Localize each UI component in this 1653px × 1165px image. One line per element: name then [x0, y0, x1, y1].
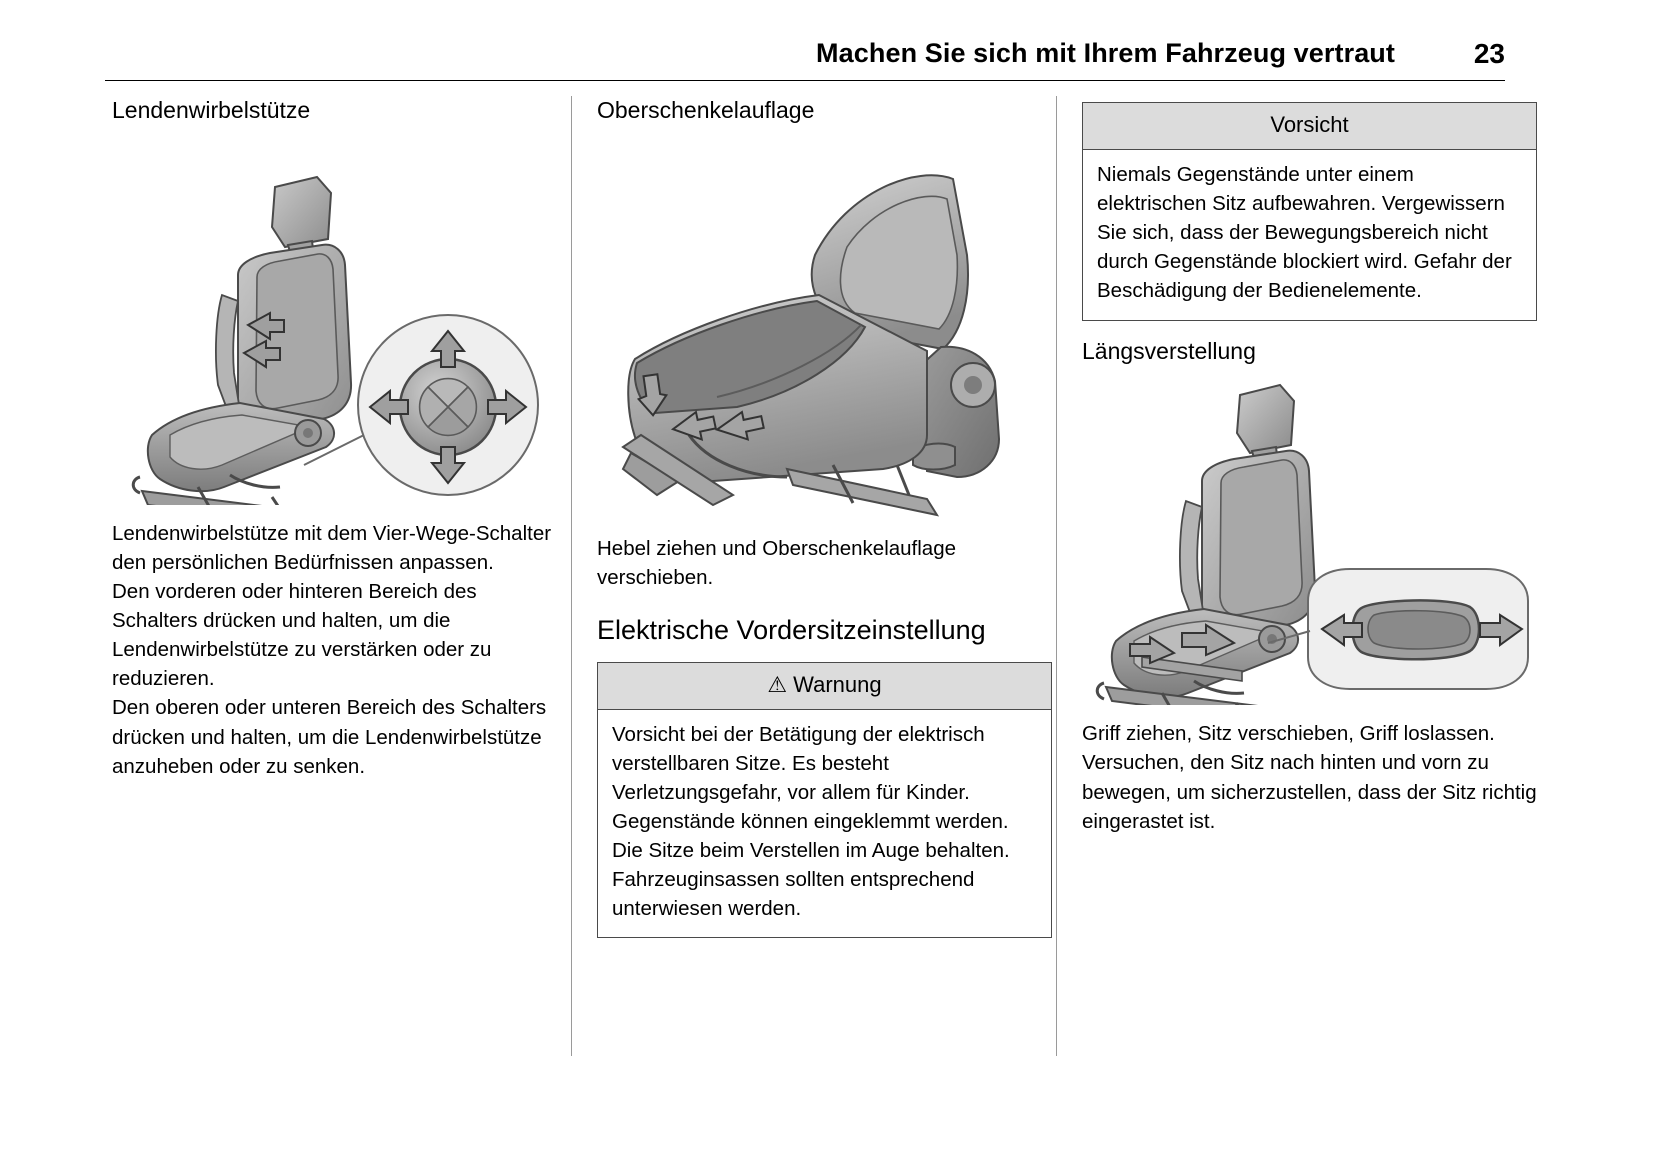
column-divider-2	[1056, 96, 1057, 1056]
warning-box-header	[598, 663, 1051, 710]
lumbar-paragraph-1: Lendenwirbelstütze mit dem Vier-Wege-Schalter den persönlichen Bedürfnissen anpassen.	[112, 521, 552, 574]
caution-box-header	[1083, 103, 1536, 150]
lumbar-paragraph-3: Den oberen oder unteren Bereich des Schalters drücken und halten, um die Lendenwirbelstütze anzuheben oder zu senken.	[112, 696, 547, 778]
thigh-support-paragraph: Hebel ziehen und Oberschenkelauflage verschieben.	[597, 536, 957, 589]
longitudinal-paragraph-1: Griff ziehen, Sitz verschieben, Griff loslassen.	[1082, 722, 1495, 746]
warning-box-title: Warnung	[793, 671, 882, 697]
figure-lumbar-support	[112, 135, 567, 505]
column-two	[597, 96, 1052, 954]
lumbar-paragraph-2: Den vorderen oder hinteren Bereich des Schalters drücken und halten, um die Lendenwirbelstütze zu verstärken oder zu reduzieren.	[112, 579, 492, 691]
section-heading-lumbar: Lendenwirbelstütze	[112, 97, 311, 123]
column-three	[1082, 96, 1537, 836]
longitudinal-paragraph-2: Versuchen, den Sitz nach hinten und vorn zu bewegen, um sicherzustellen, dass der Sitz richtig eingerastet ist.	[1082, 751, 1537, 833]
warning-box-text: Vorsicht bei der Betätigung der elektrisch verstellbaren Sitze. Es besteht Verletzungsgefahr, vor allem für Kinder. Gegenstände können eingeklemmt werden. Die Sitze beim Verstellen im Auge behalten. Fahrzeuginsassen sollten entsprechend unterwiesen werden.	[612, 722, 1010, 921]
header-divider-rule	[105, 80, 1505, 81]
figure-longitudinal-adjustment	[1082, 375, 1537, 705]
page-title: Machen Sie sich mit Ihrem Fahrzeug vertraut	[816, 38, 1395, 68]
page-header	[105, 38, 1505, 84]
caution-box-title: Vorsicht	[1270, 112, 1349, 137]
column-divider-1	[571, 96, 572, 1056]
caution-box-text: Niemals Gegenstände unter einem elektrischen Sitz aufbewahren. Vergewissern Sie sich, dass der Bewegungsbereich nicht durch Gegenstände blockiert wird. Gefahr der Beschädigung der Bedienelemente.	[1097, 163, 1512, 303]
warning-box	[597, 662, 1052, 939]
caution-box	[1082, 102, 1537, 321]
section-heading-longitudinal-adjustment: Längsverstellung	[1082, 337, 1256, 364]
section-heading-electric-seat-adjustment: Elektrische Vordersitzeinstellung	[597, 614, 986, 645]
warning-triangle-icon: ⚠	[767, 671, 788, 697]
figure-thigh-support	[597, 135, 1052, 520]
column-one	[112, 96, 567, 781]
page-number: 23	[1473, 38, 1505, 69]
section-heading-thigh-support: Oberschenkelauflage	[597, 97, 815, 123]
